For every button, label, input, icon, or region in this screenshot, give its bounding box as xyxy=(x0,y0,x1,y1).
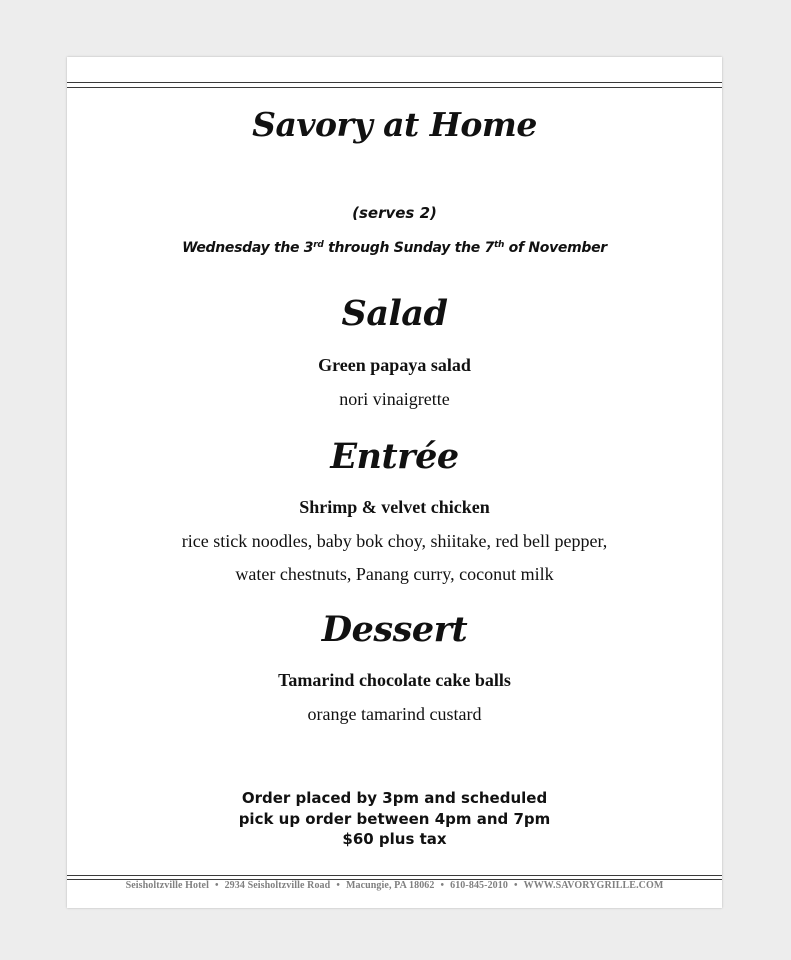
menu-title: Savory at Home xyxy=(252,105,537,144)
dish-name-entree: Shrimp & velvet chicken xyxy=(299,497,490,517)
serves-note: (serves 2) xyxy=(352,204,437,222)
section-heading-entree: Entrée xyxy=(330,436,459,477)
dish-desc-entree-line2: water chestnuts, Panang curry, coconut milk xyxy=(235,564,554,584)
footer-website: WWW.SAVORYGRILLE.COM xyxy=(523,880,664,891)
dish-desc-salad: nori vinaigrette xyxy=(339,389,450,409)
date-sup-1: rd xyxy=(313,240,324,250)
footer-rule-top xyxy=(67,875,722,876)
dish-desc-entree-line1: rice stick noodles, baby bok choy, shiitake, red bell pepper, xyxy=(181,531,608,551)
menu-page xyxy=(67,57,722,908)
order-info-line2: pick up order between 4pm and 7pm xyxy=(238,810,551,828)
date-part-2: through Sunday the 7 xyxy=(323,240,494,256)
date-part-3: of November xyxy=(504,240,607,256)
footer-city: Macungie, PA 18062 xyxy=(345,880,435,891)
dish-desc-dessert: orange tamarind custard xyxy=(307,704,482,724)
footer-separator: • xyxy=(214,880,219,891)
date-range xyxy=(67,240,722,256)
header-rule-bottom xyxy=(67,87,722,88)
dish-name-dessert: Tamarind chocolate cake balls xyxy=(278,670,511,690)
section-heading-salad: Salad xyxy=(341,293,448,334)
footer-separator: • xyxy=(336,880,340,891)
footer-separator: • xyxy=(440,880,445,891)
order-info-line1: Order placed by 3pm and scheduled xyxy=(241,789,548,807)
footer-separator: • xyxy=(513,880,518,891)
footer-phone: 610-845-2010 xyxy=(450,880,508,891)
footer-address: 2934 Seisholtzville Road xyxy=(224,880,331,891)
date-sup-2: th xyxy=(493,240,505,250)
footer-hotel: Seisholtzville Hotel xyxy=(125,880,209,891)
header-rule-top xyxy=(67,82,722,83)
dish-name-salad: Green papaya salad xyxy=(318,355,471,375)
order-info-price: $60 plus tax xyxy=(342,830,447,848)
section-heading-dessert: Dessert xyxy=(321,609,468,650)
date-part-1: Wednesday the 3 xyxy=(182,240,314,256)
footer-contact xyxy=(67,880,722,891)
